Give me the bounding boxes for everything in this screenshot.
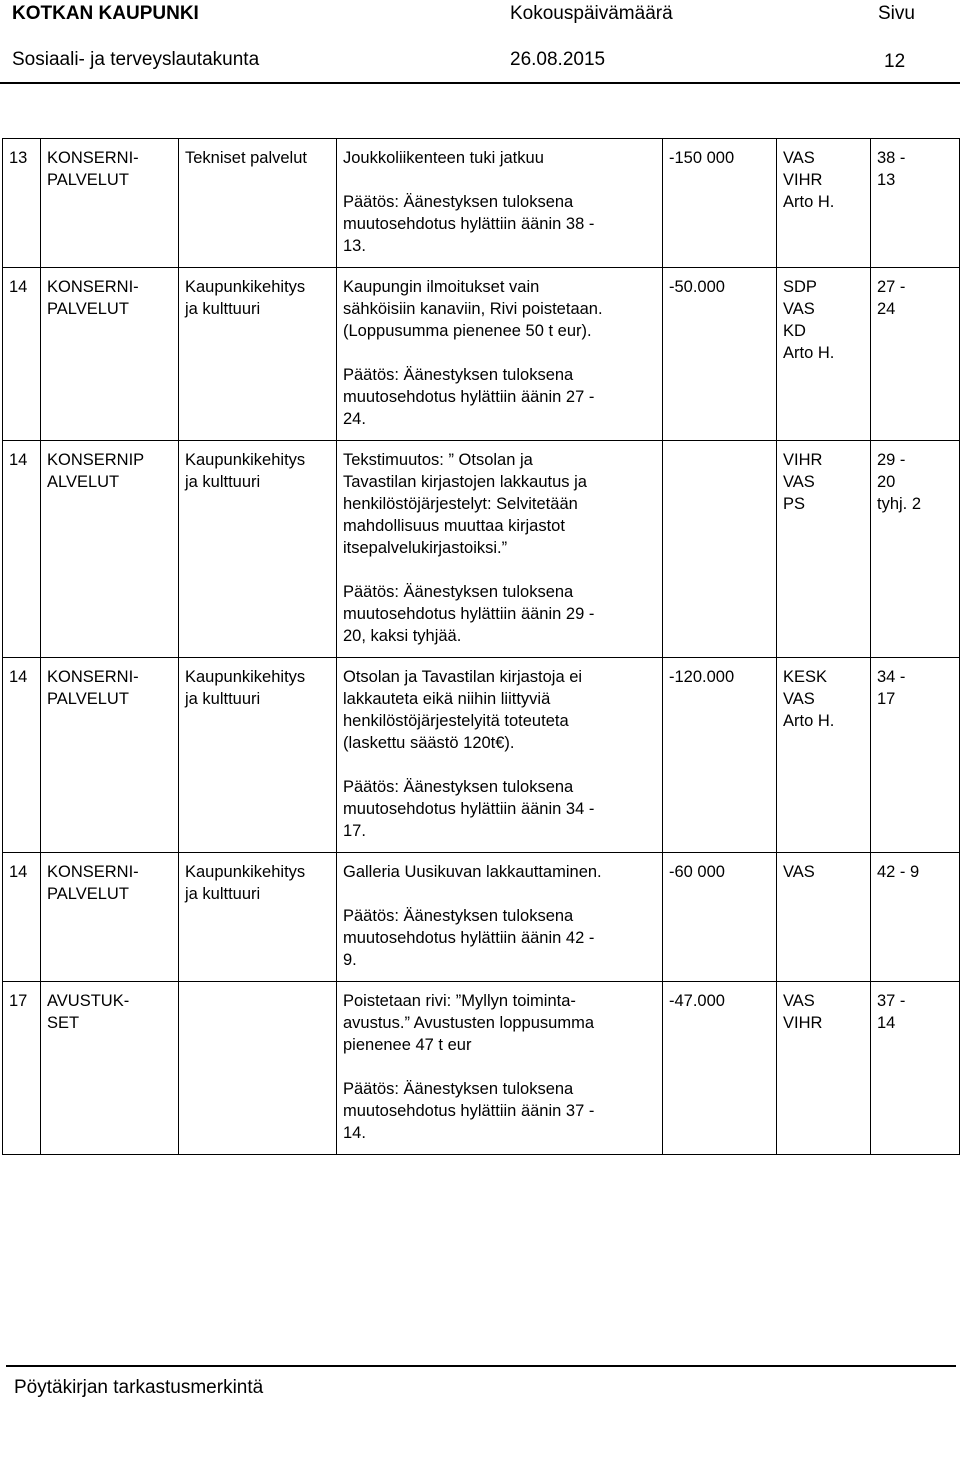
votes-line: 42 - 9 <box>877 863 920 881</box>
budget-group-cell <box>41 658 179 853</box>
amendment-line: Kaupungin ilmoitukset vain <box>343 278 540 296</box>
decision-text <box>343 1078 656 1144</box>
amendment-line: Joukkoliikenteen tuki jatkuu <box>343 149 544 167</box>
votes-cell <box>871 139 960 268</box>
unit-line: Tekniset palvelut <box>185 149 307 167</box>
decision-line: Päätös: Äänestyksen tuloksena <box>343 907 574 925</box>
item-number-cell <box>3 658 41 853</box>
description-cell <box>337 982 663 1155</box>
proposers-line: Arto H. <box>783 193 835 211</box>
amount-value: -60 000 <box>669 863 725 881</box>
amendment-line: Tekstimuutos: ” Otsolan ja <box>343 451 533 469</box>
proposers-line: VAS <box>783 149 815 167</box>
decision-line: 17. <box>343 822 366 840</box>
decision-line: muutosehdotus hylättiin äänin 27 - <box>343 388 595 406</box>
votes-line: 37 - <box>877 992 906 1010</box>
amendment-text <box>343 861 656 883</box>
proposers-cell <box>777 441 871 658</box>
proposers-cell <box>777 658 871 853</box>
group-line: PALVELUT <box>47 171 129 189</box>
proposers-cell <box>777 853 871 982</box>
description-cell <box>337 853 663 982</box>
amendment-line: Poistetaan rivi: ”Myllyn toiminta- <box>343 992 576 1010</box>
decision-line: Päätös: Äänestyksen tuloksena <box>343 193 574 211</box>
decision-line: Päätös: Äänestyksen tuloksena <box>343 1080 574 1098</box>
amendment-text <box>343 147 656 169</box>
proposers-line: Arto H. <box>783 712 835 730</box>
amendment-line: Tavastilan kirjastojen lakkautus ja <box>343 473 587 491</box>
amendment-text <box>343 990 656 1056</box>
amendment-line: Galleria Uusikuvan lakkauttaminen. <box>343 863 602 881</box>
votes-line: 13 <box>877 171 896 189</box>
item-number-cell <box>3 982 41 1155</box>
votes-line: 38 - <box>877 149 906 167</box>
budget-group-cell <box>41 139 179 268</box>
votes-cell <box>871 268 960 441</box>
proposers-line: SDP <box>783 278 817 296</box>
table-body <box>3 139 960 1155</box>
votes-line: 34 - <box>877 668 906 686</box>
proposers-cell <box>777 268 871 441</box>
table-row <box>3 139 960 268</box>
decision-text <box>343 581 656 647</box>
amount-cell <box>663 853 777 982</box>
table-row <box>3 658 960 853</box>
decision-line: muutosehdotus hylättiin äänin 34 - <box>343 800 595 818</box>
budget-group-cell <box>41 982 179 1155</box>
proposers-line: VAS <box>783 863 815 881</box>
unit-cell <box>179 139 337 268</box>
amendment-line: (laskettu säästö 120t€). <box>343 734 515 752</box>
proposers-line: VIHR <box>783 171 823 189</box>
proposers-line: KESK <box>783 668 828 686</box>
decision-line: muutosehdotus hylättiin äänin 37 - <box>343 1102 595 1120</box>
header-divider <box>0 82 960 84</box>
proposers-cell <box>777 139 871 268</box>
page-header <box>0 0 960 80</box>
no-value: 14 <box>9 278 28 296</box>
votes-line: 29 - <box>877 451 906 469</box>
no-value: 13 <box>9 149 28 167</box>
unit-line: ja kulttuuri <box>185 473 261 491</box>
budget-group-cell <box>41 441 179 658</box>
group-line: KONSERNIP <box>47 451 145 469</box>
item-number-cell <box>3 441 41 658</box>
group-line: AVUSTUK- <box>47 992 130 1010</box>
amendment-line: henkilöstöjärjestelyt: Selvitetään <box>343 495 578 513</box>
amount-cell <box>663 139 777 268</box>
group-line: KONSERNI- <box>47 863 139 881</box>
unit-line: Kaupunkikehitys <box>185 451 306 469</box>
votes-cell <box>871 982 960 1155</box>
organization-name: KOTKAN KAUPUNKI <box>12 3 199 24</box>
votes-cell <box>871 441 960 658</box>
description-cell <box>337 268 663 441</box>
decision-line: Päätös: Äänestyksen tuloksena <box>343 778 574 796</box>
decision-line: Päätös: Äänestyksen tuloksena <box>343 366 574 384</box>
table-row <box>3 441 960 658</box>
amount-value: -47.000 <box>669 992 725 1010</box>
votes-line: 14 <box>877 1014 896 1032</box>
description-cell <box>337 658 663 853</box>
budget-group-cell <box>41 268 179 441</box>
unit-cell <box>179 853 337 982</box>
proposers-line: KD <box>783 322 806 340</box>
proposers-line: VAS <box>783 992 815 1010</box>
unit-line: Kaupunkikehitys <box>185 278 306 296</box>
decision-text <box>343 905 656 971</box>
amount-cell <box>663 658 777 853</box>
no-value: 14 <box>9 668 28 686</box>
footer-label: Pöytäkirjan tarkastusmerkintä <box>14 1377 264 1398</box>
amendment-line: sähköisiin kanaviin, Rivi poistetaan. <box>343 300 603 318</box>
votes-line: 17 <box>877 690 896 708</box>
description-cell <box>337 441 663 658</box>
unit-cell <box>179 441 337 658</box>
unit-line: ja kulttuuri <box>185 300 261 318</box>
amendment-text <box>343 449 656 559</box>
group-line: SET <box>47 1014 80 1032</box>
amount-value: -150 000 <box>669 149 735 167</box>
proposers-cell <box>777 982 871 1155</box>
proposers-line: Arto H. <box>783 344 835 362</box>
decision-text <box>343 364 656 430</box>
group-line: KONSERNI- <box>47 668 139 686</box>
budget-group-cell <box>41 853 179 982</box>
amendment-line: avustus.” Avustusten loppusumma <box>343 1014 594 1032</box>
page-label: Sivu <box>878 3 915 24</box>
decision-text <box>343 191 656 257</box>
page-number: 12 <box>884 51 906 72</box>
committee-name: Sosiaali- ja terveyslautakunta <box>12 49 260 70</box>
decision-line: 24. <box>343 410 366 428</box>
amendment-text <box>343 666 656 754</box>
unit-line: ja kulttuuri <box>185 885 261 903</box>
table-row <box>3 853 960 982</box>
votes-line: 24 <box>877 300 896 318</box>
group-line: PALVELUT <box>47 690 129 708</box>
amendment-line: itsepalvelukirjastoiksi.” <box>343 539 508 557</box>
item-number-cell <box>3 268 41 441</box>
votes-cell <box>871 853 960 982</box>
votes-line: 20 <box>877 473 896 491</box>
no-value: 14 <box>9 451 28 469</box>
amendment-line: (Loppusumma pienenee 50 t eur). <box>343 322 592 340</box>
decision-line: 13. <box>343 237 366 255</box>
decision-line: 14. <box>343 1124 366 1142</box>
decision-line: 9. <box>343 951 357 969</box>
amendment-text <box>343 276 656 342</box>
decision-line: muutosehdotus hylättiin äänin 29 - <box>343 605 595 623</box>
proposers-line: VAS <box>783 690 815 708</box>
group-line: ALVELUT <box>47 473 120 491</box>
decision-line: muutosehdotus hylättiin äänin 38 - <box>343 215 595 233</box>
item-number-cell <box>3 853 41 982</box>
group-line: PALVELUT <box>47 885 129 903</box>
footer-divider <box>6 1365 956 1367</box>
meeting-date: 26.08.2015 <box>510 49 606 70</box>
description-cell <box>337 139 663 268</box>
amendment-line: henkilöstöjärjestelyitä toteuteta <box>343 712 569 730</box>
unit-cell <box>179 982 337 1155</box>
decision-line: 20, kaksi tyhjää. <box>343 627 462 645</box>
table-row <box>3 982 960 1155</box>
unit-cell <box>179 268 337 441</box>
amount-cell <box>663 441 777 658</box>
unit-line: Kaupunkikehitys <box>185 668 306 686</box>
item-number-cell <box>3 139 41 268</box>
amendment-line: lakkauteta eikä niihin liittyviä <box>343 690 551 708</box>
unit-line: Kaupunkikehitys <box>185 863 306 881</box>
proposers-line: VAS <box>783 300 815 318</box>
group-line: PALVELUT <box>47 300 129 318</box>
group-line: KONSERNI- <box>47 278 139 296</box>
unit-line: ja kulttuuri <box>185 690 261 708</box>
votes-line: tyhj. 2 <box>877 495 922 513</box>
no-value: 14 <box>9 863 28 881</box>
unit-cell <box>179 658 337 853</box>
amount-value: -120.000 <box>669 668 735 686</box>
decision-line: muutosehdotus hylättiin äänin 42 - <box>343 929 595 947</box>
proposers-line: PS <box>783 495 806 513</box>
amendment-line: pienenee 47 t eur <box>343 1036 472 1054</box>
amount-value: -50.000 <box>669 278 725 296</box>
amount-cell <box>663 982 777 1155</box>
no-value: 17 <box>9 992 28 1010</box>
amendment-table <box>2 138 960 1155</box>
proposers-line: VIHR <box>783 451 823 469</box>
votes-line: 27 - <box>877 278 906 296</box>
proposers-line: VIHR <box>783 1014 823 1032</box>
proposers-line: VAS <box>783 473 815 491</box>
amount-cell <box>663 268 777 441</box>
group-line: KONSERNI- <box>47 149 139 167</box>
decision-line: Päätös: Äänestyksen tuloksena <box>343 583 574 601</box>
meeting-date-label: Kokouspäivämäärä <box>510 3 673 24</box>
decision-text <box>343 776 656 842</box>
table-row <box>3 268 960 441</box>
amendment-line: mahdollisuus muuttaa kirjastot <box>343 517 565 535</box>
votes-cell <box>871 658 960 853</box>
amendment-line: Otsolan ja Tavastilan kirjastoja ei <box>343 668 583 686</box>
